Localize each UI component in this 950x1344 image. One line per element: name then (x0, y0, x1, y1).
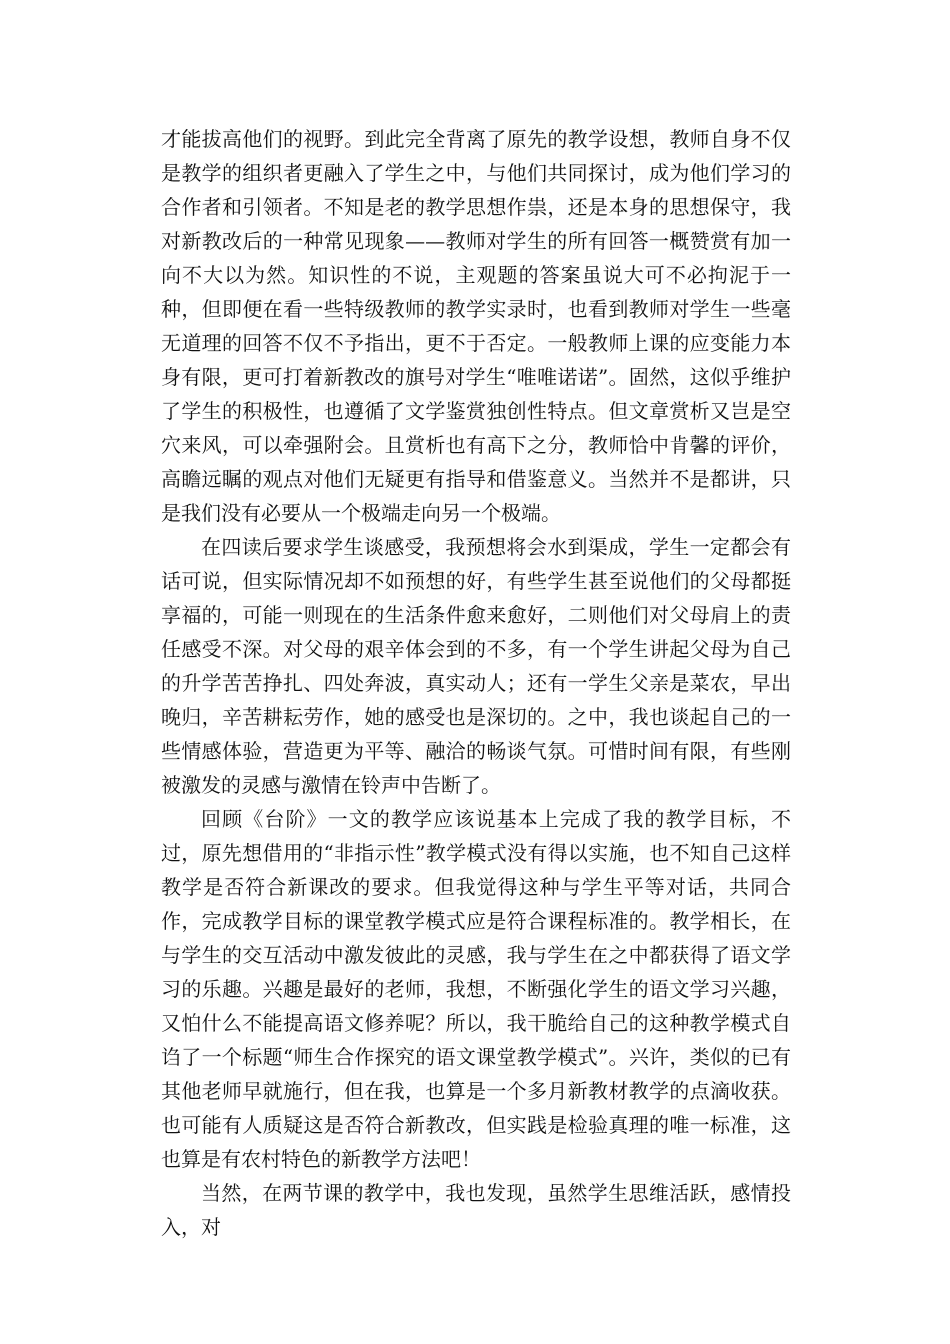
document-body (161, 122, 791, 1244)
paragraph-2: 在四读后要求学生谈感受，我预想将会水到渠成，学生一定都会有话可说，但实际情况却不如预想的好，有些学生甚至说他们的父母都挺享福的，可能一则现在的生活条件愈来愈好，二则他们对父母肩上的责任感受不深。对父母的艰辛体会到的不多，有一个学生讲起父母为自己的升学苦苦挣扎、四处奔波，真实动人；还有一学生父亲是菜农，早出晚归，辛苦耕耘劳作，她的感受也是深切的。之中，我也谈起自己的一些情感体验，营造更为平等、融洽的畅谈气氛。可惜时间有限，有些刚被激发的灵感与激情在铃声中告断了。 (161, 535, 791, 797)
paragraph-3: 回顾《台阶》一文的教学应该说基本上完成了我的教学目标，不过，原先想借用的“非指示性”教学模式没有得以实施，也不知自己这样教学是否符合新课改的要求。但我觉得这种与学生平等对话，共同合作，完成教学目标的课堂教学模式应是符合课程标准的。教学相长，在与学生的交互活动中激发彼此的灵感，我与学生在之中都获得了语文学习的乐趣。兴趣是最好的老师，我想，不断强化学生的语文学习兴趣，又怕什么不能提高语文修养呢？所以，我干脆给自己的这种教学模式自诌了一个标题“师生合作探究的语文课堂教学模式”。兴许，类似的已有其他老师早就施行，但在我，也算是一个多月新教材教学的点滴收获。也可能有人质疑这是否符合新教改，但实践是检验真理的唯一标准，这也算是有农村特色的新教学方法吧！ (161, 807, 791, 1171)
paragraph-1: 才能拔高他们的视野。到此完全背离了原先的教学设想，教师自身不仅是教学的组织者更融入了学生之中，与他们共同探讨，成为他们学习的合作者和引领者。不知是老的教学思想作祟，还是本身的思想保守，我对新教改后的一种常见现象——教师对学生的所有回答一概赞赏有加一向不大以为然。知识性的不说，主观题的答案虽说大可不必拘泥于一种，但即便在看一些特级教师的教学实录时，也看到教师对学生一些毫无道理的回答不仅不予指出，更不于否定。一般教师上课的应变能力本身有限，更可打着新教改的旗号对学生“唯唯诺诺”。固然，这似乎维护了学生的积极性，也遵循了文学鉴赏独创性特点。但文章赏析又岂是空穴来风，可以牵强附会。且赏析也有高下之分，教师恰中肯馨的评价，高瞻远瞩的观点对他们无疑更有指导和借鉴意义。当然并不是都讲，只是我们没有必要从一个极端走向另一个极端。 (161, 127, 791, 525)
paragraph-4: 当然，在两节课的教学中，我也发现，虽然学生思维活跃，感情投入，对 (161, 1181, 791, 1239)
